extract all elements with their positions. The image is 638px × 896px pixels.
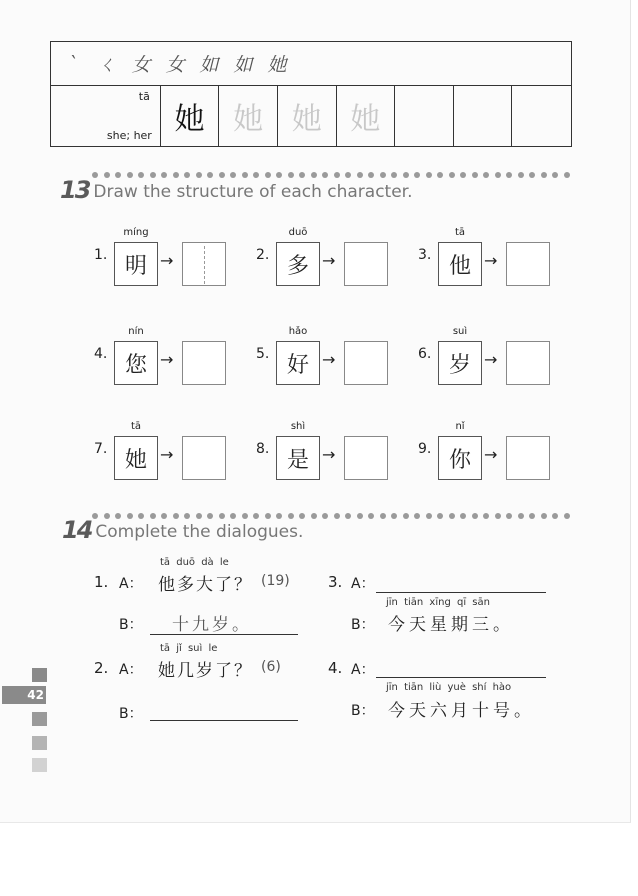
speaker-b: B： <box>119 706 143 722</box>
dialogue-number: 2. <box>94 659 109 677</box>
item-pinyin: suì <box>452 326 468 337</box>
dialogue-number: 3. <box>328 573 343 591</box>
stroke-step: ㄑ <box>97 54 117 76</box>
item-number: 9. <box>418 441 432 457</box>
divider-dot <box>426 513 432 519</box>
speaker-b: B： <box>351 617 375 633</box>
item-number: 4. <box>94 346 108 362</box>
divider-dot <box>506 513 512 519</box>
structure-item-7 <box>94 421 264 501</box>
answer-pinyin: jīn tiān liù yuè shí hào <box>386 682 512 693</box>
divider-dot <box>472 513 478 519</box>
structure-item-4 <box>94 326 264 406</box>
answer-text: 今天六月十号。 <box>388 701 535 721</box>
speaker-a: A： <box>119 576 143 592</box>
divider-dot <box>414 172 420 178</box>
page-number: 42 <box>2 686 46 704</box>
arrow-icon: → <box>160 350 174 369</box>
divider-dot <box>564 513 570 519</box>
divider-dot <box>518 513 524 519</box>
answer-text: 今天星期三。 <box>388 615 514 635</box>
stroke-step: ˋ <box>68 52 78 75</box>
answer-line[interactable] <box>150 720 298 721</box>
divider-dot <box>529 172 535 178</box>
divider-dot <box>483 172 489 178</box>
structure-answer-box[interactable] <box>182 242 226 286</box>
structure-answer-box[interactable] <box>344 242 388 286</box>
item-character: 您 <box>114 341 158 385</box>
dialogue-number: 1. <box>94 573 109 591</box>
item-pinyin: tā <box>454 227 466 238</box>
dialogue-number: 4. <box>328 659 343 677</box>
divider-dot <box>437 513 443 519</box>
question-pinyin: tā jǐ suì le <box>160 643 218 654</box>
item-pinyin: nín <box>128 326 144 337</box>
item-character: 他 <box>438 242 482 286</box>
divider-dot <box>518 172 524 178</box>
trace-character[interactable]: 她 <box>337 86 396 146</box>
speaker-a: A： <box>351 576 375 592</box>
trace-character[interactable]: 她 <box>278 86 337 146</box>
divider-dot <box>345 513 351 519</box>
divider-dot <box>357 513 363 519</box>
question-text: 他多大了？ <box>158 575 253 595</box>
empty-practice-cell[interactable] <box>454 86 513 146</box>
divider-dot <box>334 513 340 519</box>
item-number: 2. <box>256 247 270 263</box>
stroke-step: 女 <box>165 54 185 76</box>
divider-dot <box>564 172 570 178</box>
stroke-step: 如 <box>233 54 253 76</box>
divider-dot <box>495 172 501 178</box>
section-number: 14 <box>62 516 92 544</box>
item-number: 8. <box>256 441 270 457</box>
tab-square <box>32 668 47 682</box>
item-pinyin: tā <box>130 421 142 432</box>
stroke-order-table <box>50 41 572 147</box>
item-pinyin: shì <box>290 421 306 432</box>
hint-number: (6) <box>261 659 281 675</box>
arrow-icon: → <box>484 445 498 464</box>
divider-dot <box>529 513 535 519</box>
item-character: 是 <box>276 436 320 480</box>
item-number: 3. <box>418 247 432 263</box>
structure-answer-box[interactable] <box>506 436 550 480</box>
divider-dot <box>437 172 443 178</box>
section-14-header <box>62 516 303 544</box>
practice-row <box>51 86 571 146</box>
tab-square <box>32 712 47 726</box>
item-pinyin: duō <box>288 227 308 238</box>
divider-dot <box>449 172 455 178</box>
answer-line[interactable] <box>376 677 546 678</box>
arrow-icon: → <box>322 251 336 270</box>
arrow-icon: → <box>484 350 498 369</box>
divider-dot <box>483 513 489 519</box>
arrow-icon: → <box>322 350 336 369</box>
item-number: 7. <box>94 441 108 457</box>
model-character: 她 <box>161 86 220 146</box>
item-number: 6. <box>418 346 432 362</box>
divider-dot <box>472 172 478 178</box>
speaker-a: A： <box>119 662 143 678</box>
stroke-step: 她 <box>267 54 287 76</box>
structure-answer-box[interactable] <box>344 436 388 480</box>
item-pinyin: míng <box>123 227 149 238</box>
item-pinyin: hǎo <box>288 326 308 337</box>
item-character: 岁 <box>438 341 482 385</box>
item-number: 5. <box>256 346 270 362</box>
divider-dot <box>368 513 374 519</box>
empty-practice-cell[interactable] <box>512 86 571 146</box>
section-number: 13 <box>60 176 90 204</box>
stroke-step: 如 <box>199 54 219 76</box>
item-character: 明 <box>114 242 158 286</box>
answer-pinyin: jīn tiān xīng qī sān <box>386 597 490 608</box>
structure-item-9 <box>418 421 588 501</box>
divider-dot <box>541 513 547 519</box>
speaker-b: B： <box>119 617 143 633</box>
item-character: 好 <box>276 341 320 385</box>
section-13-header <box>60 176 413 204</box>
trace-character[interactable]: 她 <box>219 86 278 146</box>
tab-square <box>32 758 47 772</box>
divider-dot <box>460 172 466 178</box>
divider-dot <box>541 172 547 178</box>
structure-item-5 <box>256 326 426 406</box>
handwritten-answer: 十九岁。 <box>172 615 252 635</box>
item-number: 1. <box>94 247 108 263</box>
structure-item-8 <box>256 421 426 501</box>
character-meaning: she; her <box>106 129 152 142</box>
divider-dot <box>552 513 558 519</box>
question-pinyin: tā duō dà le <box>160 557 229 568</box>
divider-dot <box>426 172 432 178</box>
structure-divider-line <box>204 246 205 284</box>
stroke-step: 女 <box>131 54 151 76</box>
divider-dot <box>380 513 386 519</box>
speaker-b: B： <box>351 703 375 719</box>
structure-answer-box[interactable] <box>344 341 388 385</box>
item-character: 你 <box>438 436 482 480</box>
arrow-icon: → <box>160 445 174 464</box>
structure-answer-box[interactable] <box>182 341 226 385</box>
stroke-sequence-row <box>51 42 571 86</box>
answer-line[interactable] <box>376 592 546 593</box>
speaker-a: A： <box>351 662 375 678</box>
item-character: 多 <box>276 242 320 286</box>
structure-item-3 <box>418 227 588 307</box>
tab-square <box>32 736 47 750</box>
divider-dot <box>449 513 455 519</box>
divider-dot <box>506 172 512 178</box>
item-pinyin: nǐ <box>455 421 465 432</box>
empty-practice-cell[interactable] <box>395 86 454 146</box>
structure-answer-box[interactable] <box>506 341 550 385</box>
item-character: 她 <box>114 436 158 480</box>
divider-dot <box>311 513 317 519</box>
structure-answer-box[interactable] <box>506 242 550 286</box>
section-title: Complete the dialogues. <box>95 522 304 542</box>
divider-dot <box>403 513 409 519</box>
structure-item-2 <box>256 227 426 307</box>
character-info-cell <box>51 86 161 146</box>
divider-dot <box>460 513 466 519</box>
character-pinyin: tā <box>138 90 150 103</box>
question-text: 她几岁了？ <box>158 661 253 681</box>
arrow-icon: → <box>484 251 498 270</box>
section-title: Draw the structure of each character. <box>93 182 413 202</box>
divider-dot <box>552 172 558 178</box>
arrow-icon: → <box>160 251 174 270</box>
divider-dot <box>391 513 397 519</box>
structure-item-1 <box>94 227 264 307</box>
structure-answer-box[interactable] <box>182 436 226 480</box>
structure-item-6 <box>418 326 588 406</box>
arrow-icon: → <box>322 445 336 464</box>
divider-dot <box>414 513 420 519</box>
divider-dot <box>495 513 501 519</box>
divider-dot <box>322 513 328 519</box>
hint-number: (19) <box>261 573 290 589</box>
